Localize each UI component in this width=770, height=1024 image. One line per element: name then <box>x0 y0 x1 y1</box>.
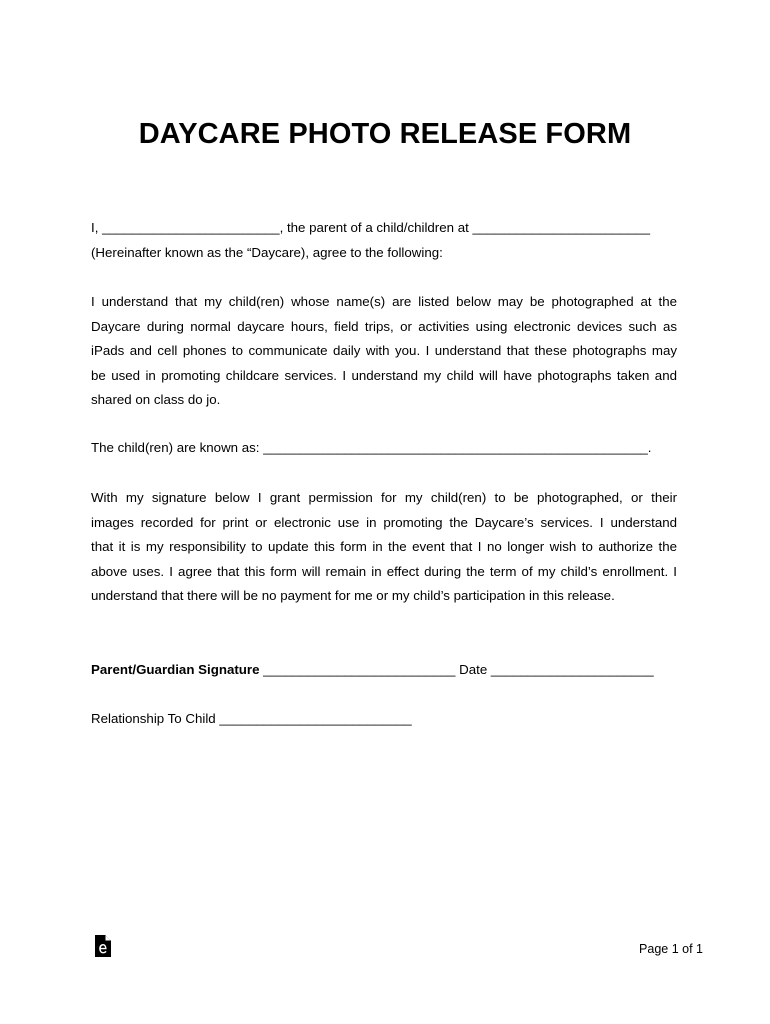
paragraph-1-line: be used in promoting childcare services. I understand my child will have photographs taken and <box>91 367 677 383</box>
signature-label: Parent/Guardian Signature <box>91 662 260 677</box>
signature-row <box>91 658 654 682</box>
date-field[interactable]: ______________________ <box>487 662 654 677</box>
relationship-label: Relationship To Child <box>91 711 216 726</box>
paragraph-1-line: shared on class do jo. <box>91 392 221 407</box>
signature-field[interactable]: __________________________ <box>259 662 460 677</box>
consent-paragraph-1 <box>91 290 691 413</box>
consent-paragraph-2 <box>91 486 691 609</box>
children-names-text: The child(ren) are known as: ____________________________________________________. <box>91 440 652 455</box>
paragraph-2-line: images recorded for print or electronic use in promoting the Daycare’s services. I understand <box>91 514 677 530</box>
intro-line-2: (Hereinafter known as the “Daycare), agree to the following: <box>91 244 443 260</box>
paragraph-1-line: Daycare during normal daycare hours, field trips, or activities using electronic devices such as <box>91 318 677 334</box>
paragraph-2-line: that it is my responsibility to update this form in the event that I no longer wish to authorize the <box>91 539 677 554</box>
intro-paragraph <box>91 216 691 265</box>
paragraph-2-line: understand that there will be no payment for me or my child’s participation in this release. <box>91 588 615 603</box>
paragraph-2-line: above uses. I agree that this form will remain in effect during the term of my child’s enrollment. I <box>91 563 677 579</box>
children-names-line <box>91 436 691 461</box>
intro-line-1: I, ________________________, the parent of a child/children at ________________________ <box>91 220 650 235</box>
date-label: Date <box>459 662 488 677</box>
relationship-field[interactable]: __________________________ <box>215 711 412 726</box>
eforms-logo-icon <box>94 934 112 958</box>
paragraph-1-line: I understand that my child(ren) whose name(s) are listed below may be photographed at the <box>91 294 677 309</box>
paragraph-1-line: iPads and cell phones to communicate daily with you. I understand that these photographs may <box>91 343 677 358</box>
paragraph-2-line: With my signature below I grant permission for my child(ren) to be photographed, or their <box>91 490 677 505</box>
page-number: Page 1 of 1 <box>639 942 703 956</box>
relationship-row <box>91 707 412 731</box>
document-title: DAYCARE PHOTO RELEASE FORM <box>138 118 632 150</box>
